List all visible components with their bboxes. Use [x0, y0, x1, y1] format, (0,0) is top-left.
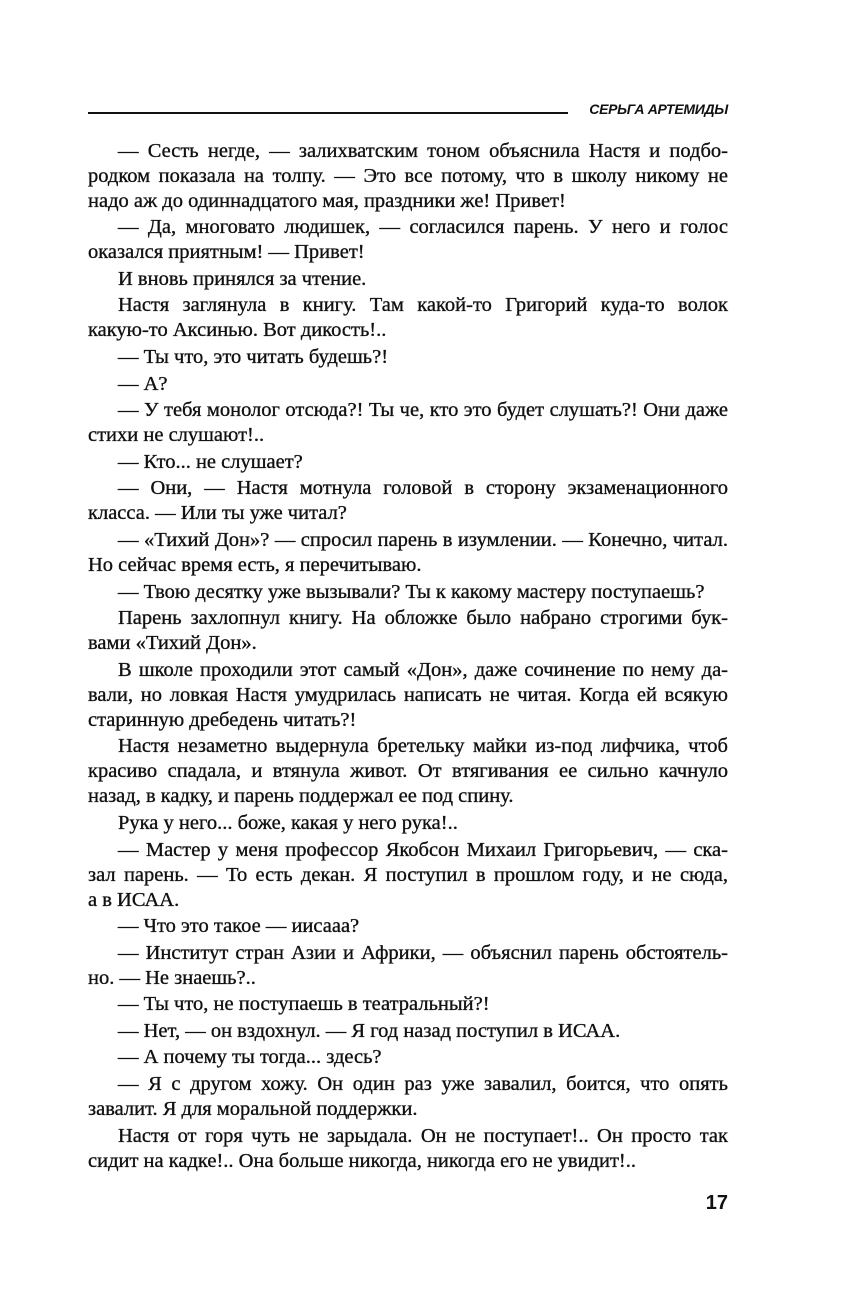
paragraph	[88, 606, 728, 656]
text-line: — Нет, — он вздохнул. — Я год назад поступил в ИСАА.	[118, 1019, 621, 1042]
page-number: 17	[705, 1192, 728, 1214]
paragraph	[88, 811, 728, 836]
paragraph	[88, 293, 728, 343]
text-line: а в ИСАА.	[88, 888, 180, 911]
paragraph	[88, 1045, 728, 1070]
text-line: вали, но ловкая Настя умудрилась написать не читая. Когда ей всякую	[88, 683, 728, 706]
text-line: — Ты что, это читать будешь?!	[118, 345, 389, 368]
text-line: — У тебя монолог отсюда?! Ты че, кто это будет слушать?! Они даже	[118, 399, 728, 422]
text-line: красиво спадала, и втянула живот. От втягивания ее сильно качнуло	[88, 760, 728, 783]
body-text	[88, 137, 728, 1174]
paragraph	[88, 528, 728, 578]
text-line: — Твою десятку уже вызывали? Ты к какому мастеру поступаешь?	[118, 580, 705, 603]
text-line: — Ты что, не поступаешь в театральный?!	[118, 993, 490, 1016]
text-line: надо аж до одиннадцатого мая, праздники же! Привет!	[88, 189, 566, 212]
text-line: Настя от горя чуть не зарыдала. Он не поступает!.. Он просто так	[118, 1124, 728, 1147]
paragraph	[88, 398, 728, 448]
text-line: — Да, многовато людишек, — согласился парень. У него и голос	[118, 216, 728, 239]
text-line: стихи не слушают!..	[88, 424, 265, 447]
text-line: — Мастер у меня профессор Якобсон Михаил Григорьевич, — ска-	[118, 838, 728, 861]
text-line: оказался приятным! — Привет!	[88, 241, 365, 264]
paragraph	[88, 450, 728, 475]
paragraph	[88, 914, 728, 939]
text-line: — А почему ты тогда... здесь?	[118, 1046, 382, 1069]
text-line: вами «Тихий Дон».	[88, 632, 257, 655]
text-line: И вновь принялся за чтение.	[118, 267, 367, 290]
text-line: Рука у него... боже, какая у него рука!..	[118, 811, 458, 834]
paragraph	[88, 941, 728, 991]
paragraph	[88, 838, 728, 913]
text-line: какую-то Аксинью. Вот дикость!..	[88, 319, 387, 342]
paragraph	[88, 215, 728, 265]
text-line: — Я с другом хожу. Он один раз уже завалил, боится, что опять	[118, 1073, 728, 1096]
running-header-title: СЕРЬГА АРТЕМИДЫ	[589, 101, 728, 117]
paragraph	[88, 992, 728, 1017]
text-line: — Сесть негде, — залихватским тоном объяснила Настя и подбо-	[118, 139, 728, 162]
text-line: Настя незаметно выдернула бретельку майки из-под лифчика, чтоб	[118, 735, 728, 758]
text-line: — А?	[118, 372, 168, 395]
text-line: зал парень. — То есть декан. Я поступил в прошлом году, и не сюда,	[88, 863, 728, 886]
text-line: — Они, — Настя мотнула головой в сторону экзаменационного	[118, 477, 728, 500]
text-line: старинную дребедень читать?!	[88, 708, 357, 731]
paragraph	[88, 345, 728, 370]
text-line: В школе проходили этот самый «Дон», даже сочинение по нему да-	[118, 658, 728, 681]
paragraph	[88, 1019, 728, 1044]
paragraph	[88, 1124, 728, 1174]
text-line: Настя заглянула в книгу. Там какой-то Григорий куда-то волок	[118, 294, 728, 317]
text-line: родком показала на толпу. — Это все потому, что в школу никому не	[88, 164, 728, 187]
text-line: — Кто... не слушает?	[118, 450, 303, 473]
paragraph	[88, 476, 728, 526]
paragraph	[88, 372, 728, 397]
text-line: — «Тихий Дон»? — спросил парень в изумлении. — Конечно, читал.	[118, 528, 728, 551]
text-line: сидит на кадке!.. Она больше никогда, никогда его не увидит!..	[88, 1149, 637, 1172]
paragraph	[88, 580, 728, 605]
text-line: назад, в кадку, и парень поддержал ее под спину.	[88, 785, 514, 808]
text-line: Но сейчас время есть, я перечитываю.	[88, 553, 422, 576]
text-line: — Институт стран Азии и Африки, — объяснил парень обстоятель-	[118, 941, 728, 964]
text-line: — Что это такое — иисааа?	[118, 915, 360, 938]
paragraph	[88, 658, 728, 733]
text-line: Парень захлопнул книгу. На обложке было набрано строгими бук-	[118, 607, 728, 630]
paragraph	[88, 267, 728, 292]
text-line: но. — Не знаешь?..	[88, 966, 256, 989]
paragraph	[88, 1072, 728, 1122]
paragraph	[88, 139, 728, 214]
paragraph	[88, 734, 728, 809]
text-line: завалит. Я для моральной поддержки.	[88, 1098, 418, 1121]
text-line: класса. — Или ты уже читал?	[88, 502, 347, 525]
header-rule	[88, 112, 568, 114]
